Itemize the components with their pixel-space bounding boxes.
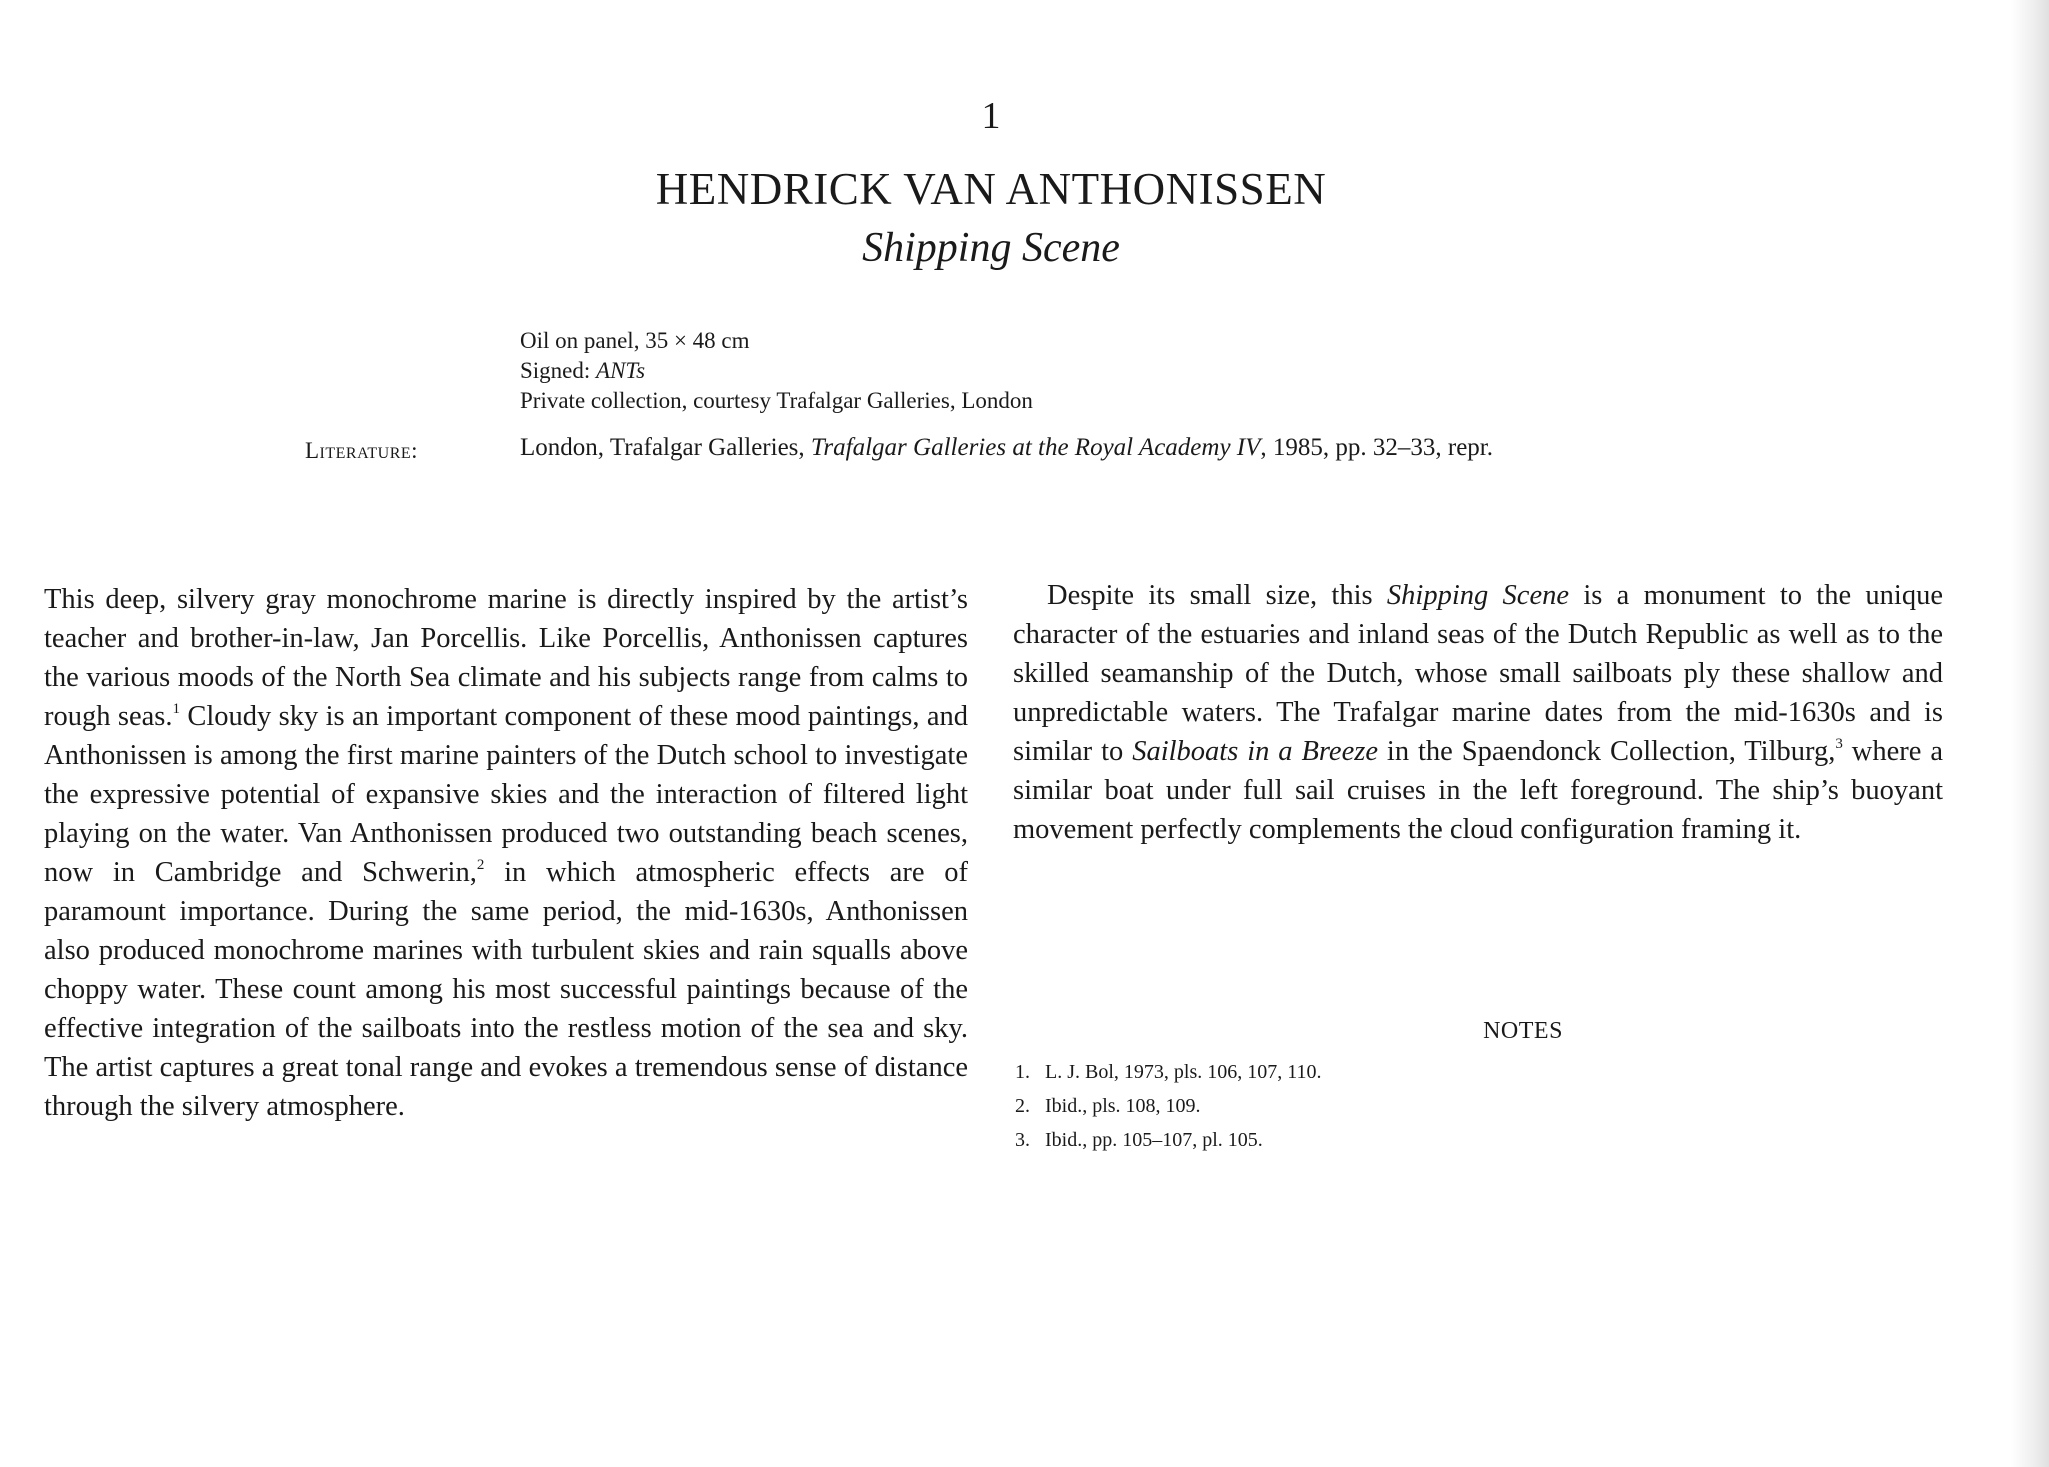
text-segment: is a monument to the unique character of the estuaries and inland seas of the Dutch Republic as well as to the skilled seamanship of the Dutch, whose small sailboats ply these shallow and unpredictable waters. The Trafalgar marine dates from the mid-1630s and is similar to (1013, 580, 1944, 767)
footnote-ref-2[interactable]: 2 (476, 857, 485, 873)
text-segment: where a similar boat under full sail cruises in the left foreground. The ship’s buoyant movement perfectly complements the cloud configuration framing it. (1013, 736, 1943, 845)
note-text: Ibid., pls. 108, 109. (1045, 1095, 1201, 1117)
note-text: Ibid., pp. 105–107, pl. 105. (1045, 1129, 1263, 1151)
signature-line (520, 356, 1033, 386)
catalogue-number: 1 (981, 95, 1001, 137)
note-item (1015, 1089, 1322, 1123)
body-column-right (1013, 576, 1943, 849)
italic-title: Shipping Scene (1386, 580, 1570, 611)
text-segment: Cloudy sky is an important component of these mood paintings, and Anthonissen is among the first marine painters of the Dutch school to investigate the expressive potential of expansive skies and the interaction of filtered light playing on the water. Van Anthonissen produced two outstanding beach scenes, now in Cambridge and Schwerin, (44, 701, 968, 888)
literature-publication: Trafalgar Galleries at the Royal Academy IV (810, 434, 1261, 461)
literature-suffix: , 1985, pp. 32–33, repr. (1260, 434, 1494, 461)
notes-list (1015, 1055, 1322, 1157)
note-item (1015, 1123, 1322, 1157)
work-title: Shipping Scene (862, 225, 1120, 271)
book-gutter-shadow (2011, 0, 2049, 1467)
italic-title: Sailboats in a Breeze (1132, 736, 1378, 767)
provenance-line: Private collection, courtesy Trafalgar Galleries, London (520, 388, 1033, 413)
body-column-left (44, 580, 968, 1126)
literature-citation (520, 432, 1493, 464)
text-segment: in which atmospheric effects are of paramount importance. During the same period, the mid-1630s, Anthonissen also produced monochrome marines with turbulent skies and rain squalls above choppy water. These count among his most successful paintings because of the effective integration of the sailboats into the restless motion of the sea and sky. The artist captures a great tonal range and evokes a tremendous sense of distance through the silvery atmosphere. (44, 857, 968, 1122)
text-segment: in the Spaendonck Collection, Tilburg, (1377, 736, 1836, 767)
footnote-ref-3[interactable]: 3 (1835, 736, 1843, 752)
literature-prefix: London, Trafalgar Galleries, (520, 434, 811, 461)
footnote-ref-1[interactable]: 1 (172, 701, 180, 717)
notes-heading: NOTES (1483, 1018, 1563, 1044)
note-item (1015, 1055, 1322, 1089)
note-text: L. J. Bol, 1973, pls. 106, 107, 110. (1045, 1061, 1322, 1083)
medium-line: Oil on panel, 35 × 48 cm (520, 328, 750, 353)
note-number: 1. (1015, 1061, 1030, 1083)
paragraph-left (44, 580, 968, 1126)
paragraph-right (1013, 576, 1943, 849)
artist-name-heading: HENDRICK VAN ANTHONISSEN (655, 164, 1327, 214)
signed-value: ANTs (596, 358, 646, 383)
text-segment: This deep, silvery gray monochrome marine is directly inspired by the artist’s teacher and brother-in-law, Jan Porcellis. Like Porcellis, Anthonissen captures the various moods of the North Sea climate and his subjects range from calms to rough seas. (44, 584, 968, 732)
text-segment: Despite its small size, this (1047, 580, 1387, 611)
signed-label: Signed: (520, 358, 597, 383)
artwork-metadata (520, 326, 1033, 416)
note-number: 3. (1015, 1129, 1030, 1151)
literature-label: Literature: (305, 438, 419, 463)
note-number: 2. (1015, 1095, 1030, 1117)
